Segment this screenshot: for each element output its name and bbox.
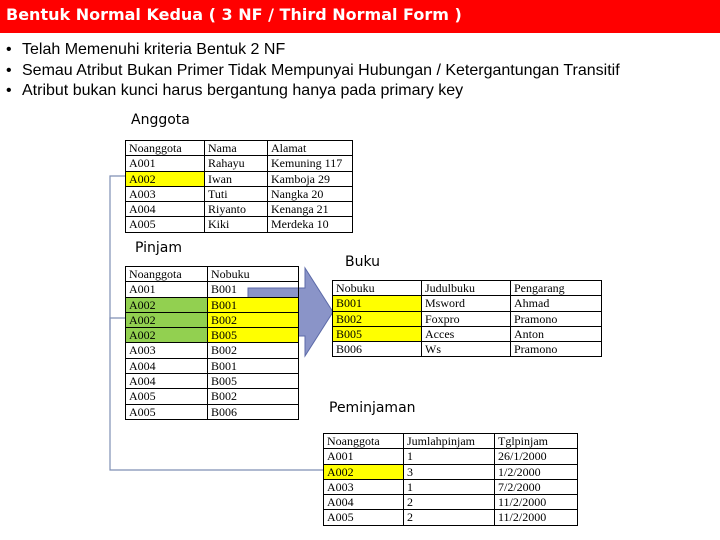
table-cell: Kamboja 29 [268,171,353,186]
table-cell: A004 [126,374,208,389]
table-cell: Nangka 20 [268,186,353,201]
bullet-text: Telah Memenuhi kriteria Bentuk 2 NF [22,41,286,58]
table-cell: Ws [422,342,511,357]
table-row [324,434,578,449]
table-cell: 7/2/2000 [495,479,578,494]
table-cell: Tglpinjam [495,434,578,449]
table-cell-highlighted: B002 [208,312,299,327]
table-cell: 3 [404,464,495,479]
table-cell: 2 [404,510,495,525]
table-cell-highlighted: A002 [126,328,208,343]
table-cell-highlighted: A002 [126,297,208,312]
table-cell: Pramono [511,311,602,326]
table-cell: Pramono [511,342,602,357]
table-cell-highlighted: B002 [333,311,422,326]
table-cell: Kenanga 21 [268,202,353,217]
table-cell: B005 [208,374,299,389]
table-cell: A003 [324,479,404,494]
table-cell: 26/1/2000 [495,449,578,464]
table-cell-highlighted: B001 [208,297,299,312]
table-row [333,281,602,296]
table-cell: B001 [208,358,299,373]
table-row [126,202,353,217]
table-row [126,217,353,232]
table-cell: A005 [126,389,208,404]
table-cell: Tuti [205,186,268,201]
table-cell: Nobuku [333,281,422,296]
table-cell: Jumlahpinjam [404,434,495,449]
table-cell-highlighted: A002 [324,464,404,479]
table-row [126,404,299,419]
table-cell-highlighted: B005 [208,328,299,343]
table-row [324,449,578,464]
table-label-anggota: Anggota [131,112,190,128]
table-cell: 11/2/2000 [495,495,578,510]
table-cell: 2 [404,495,495,510]
bullet-dot: • [6,61,12,79]
table-cell: B002 [208,343,299,358]
table-cell: Iwan [205,171,268,186]
table-cell: B001 [208,282,299,297]
table-row [324,479,578,494]
table-cell: A005 [126,217,205,232]
table-row [126,156,353,171]
table-row [333,311,602,326]
table-row [126,312,299,327]
table-cell: Acces [422,326,511,341]
table-cell: A001 [126,156,205,171]
table-cell: Nama [205,141,268,156]
table-row [324,510,578,525]
table-pinjam [125,266,299,420]
table-cell: Alamat [268,141,353,156]
table-label-peminjaman: Peminjaman [329,400,416,416]
table-cell: Pengarang [511,281,602,296]
slide-title: Bentuk Normal Kedua ( 3 NF / Third Normal Form ) [6,5,462,24]
table-row [126,297,299,312]
table-cell: B006 [208,404,299,419]
table-cell: Riyanto [205,202,268,217]
table-cell: A005 [126,404,208,419]
table-cell: A004 [126,358,208,373]
table-cell: Anton [511,326,602,341]
table-peminjaman [323,433,578,526]
table-cell-highlighted: A002 [126,312,208,327]
bullet-text: Semau Atribut Bukan Primer Tidak Mempunyai Hubungan / Ketergantungan Transitif [22,61,620,79]
table-label-buku: Buku [345,254,381,270]
table-row [333,342,602,357]
table-row [126,389,299,404]
table-row [126,171,353,186]
table-row [126,282,299,297]
table-buku [332,280,602,357]
table-cell: 1 [404,449,495,464]
table-cell: Rahayu [205,156,268,171]
table-cell: Foxpro [422,311,511,326]
table-cell: Kemuning 117 [268,156,353,171]
bullet-dot: • [6,41,12,58]
table-cell: Judulbuku [422,281,511,296]
table-cell: Noanggota [126,141,205,156]
table-row [324,495,578,510]
table-cell: Ahmad [511,296,602,311]
table-cell: A003 [126,343,208,358]
table-row [126,343,299,358]
table-cell: Kiki [205,217,268,232]
table-row [126,267,299,282]
table-cell: Nobuku [208,267,299,282]
table-row [324,464,578,479]
table-cell: A001 [324,449,404,464]
table-cell: 1 [404,479,495,494]
table-cell: A001 [126,282,208,297]
table-cell-highlighted: B001 [333,296,422,311]
table-cell: Noanggota [324,434,404,449]
table-cell: B006 [333,342,422,357]
table-cell: 11/2/2000 [495,510,578,525]
table-cell: Merdeka 10 [268,217,353,232]
connector-pinjam-noanggota [110,318,126,330]
table-cell: 1/2/2000 [495,464,578,479]
table-anggota [125,140,353,233]
bullet-text: Atribut bukan kunci harus bergantung hanya pada primary key [22,82,464,99]
table-cell-highlighted: A002 [126,171,205,186]
bullet-dot: • [6,82,12,99]
table-row [333,326,602,341]
table-cell: Noanggota [126,267,208,282]
table-label-pinjam: Pinjam [135,240,183,256]
table-row [126,141,353,156]
table-row [333,296,602,311]
table-row [126,328,299,343]
table-row [126,374,299,389]
table-row [126,358,299,373]
table-cell-highlighted: B005 [333,326,422,341]
table-cell: A003 [126,186,205,201]
table-cell: A004 [324,495,404,510]
table-cell: Msword [422,296,511,311]
table-row [126,186,353,201]
table-cell: A004 [126,202,205,217]
table-cell: B002 [208,389,299,404]
table-cell: A005 [324,510,404,525]
